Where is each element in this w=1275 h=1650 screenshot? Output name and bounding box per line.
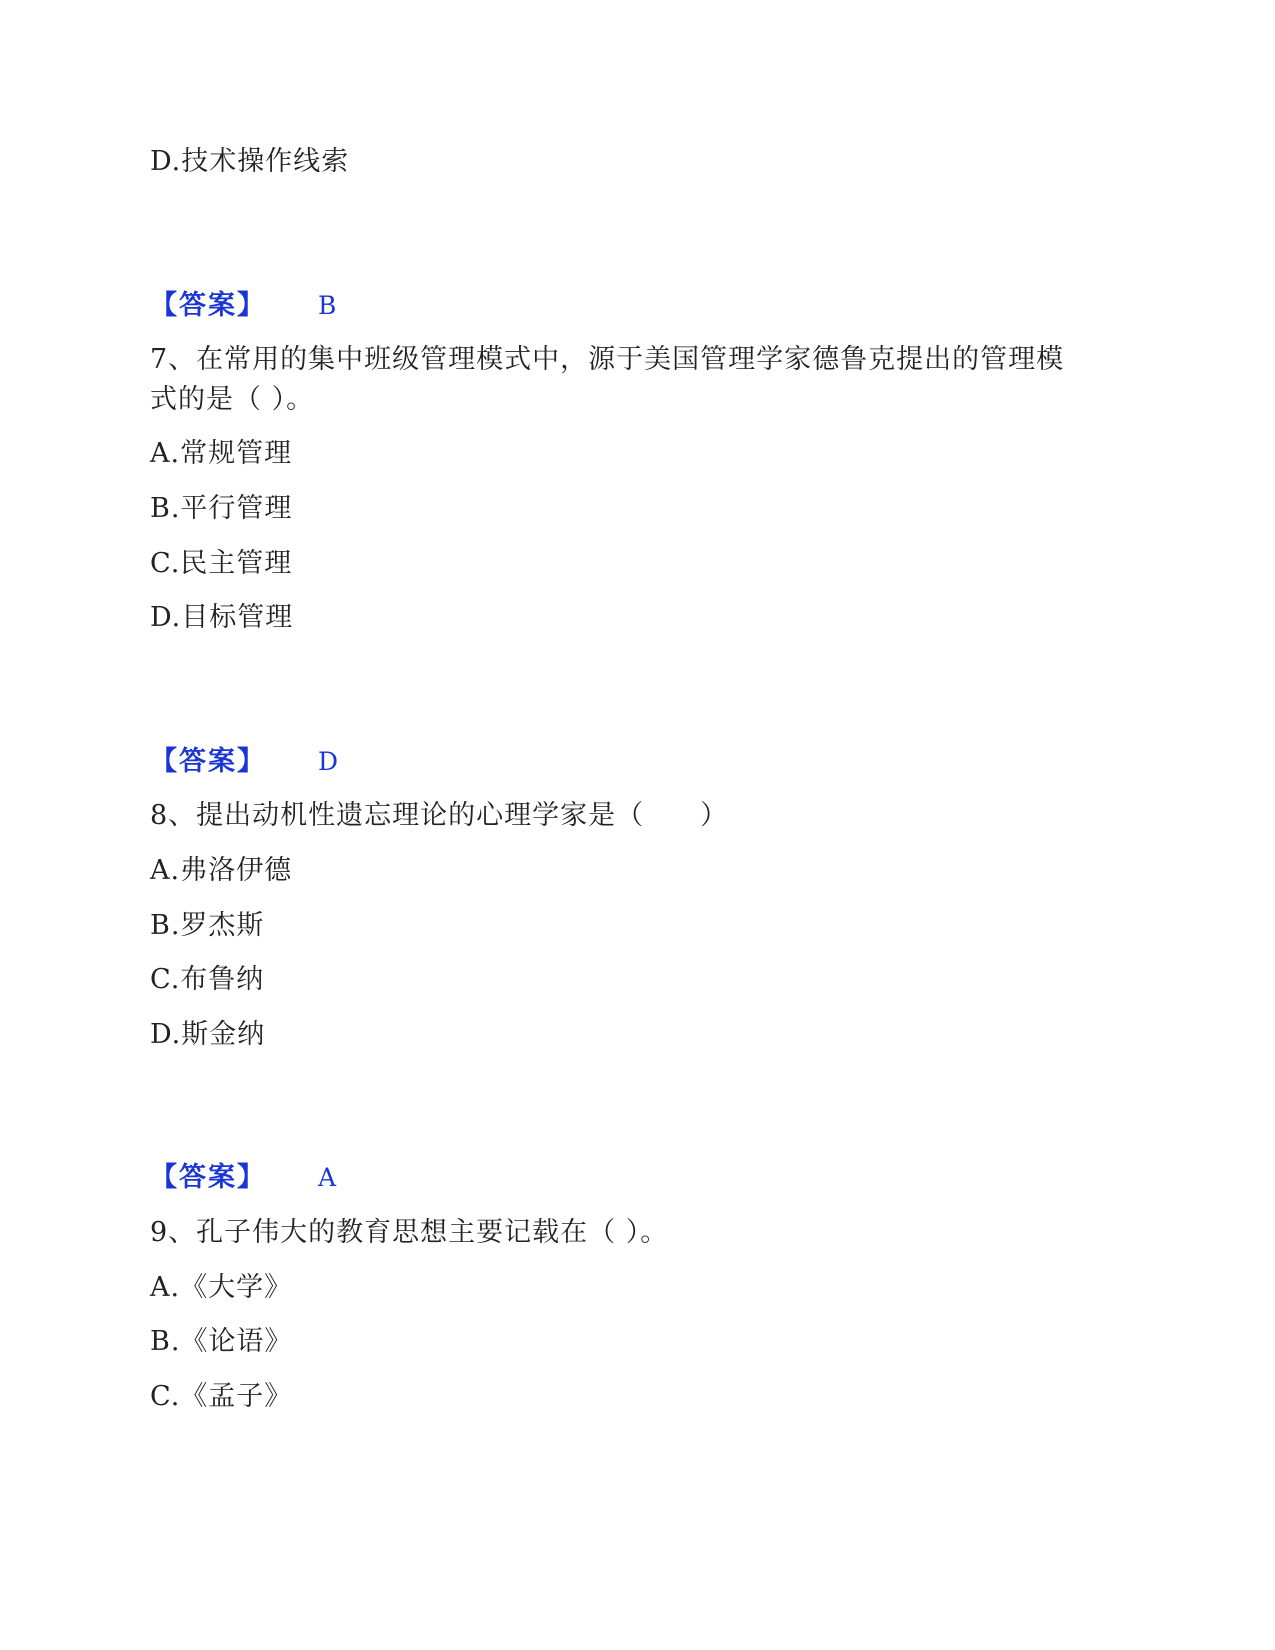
q9-option-c: C.《孟子》 [150,1381,293,1412]
q7-option-c: C.民主管理 [150,548,293,579]
q6-answer [150,286,336,326]
answer-label: 【答案】 [150,746,266,777]
q7-option-d: D.目标管理 [150,602,294,633]
q7-option-b: B.平行管理 [150,493,293,524]
answer-label: 【答案】 [150,290,266,321]
answer-value: B [318,291,337,320]
q8-option-c: C.布鲁纳 [150,964,265,995]
q8-option-d: D.斯金纳 [150,1019,266,1050]
q8-stem: 8、提出动机性遗忘理论的心理学家是（ ） [150,800,729,831]
answer-label: 【答案】 [150,1162,266,1193]
q9-option-a: A.《大学》 [150,1272,293,1303]
q8-answer [150,1158,336,1198]
q6-option-d: D.技术操作线索 [150,146,350,177]
q8-option-a: A.弗洛伊德 [150,855,293,886]
q7-stem-line2: 式的是（ ）。 [150,384,315,415]
answer-value: D [318,747,339,776]
q9-stem: 9、孔子伟大的教育思想主要记载在（ ）。 [150,1217,669,1248]
answer-value: A [318,1163,337,1192]
q7-option-a: A.常规管理 [150,438,293,469]
q9-option-b: B.《论语》 [150,1326,293,1357]
q7-answer [150,742,338,782]
q8-option-b: B.罗杰斯 [150,910,265,941]
q7-stem-line1: 7、在常用的集中班级管理模式中，源于美国管理学家德鲁克提出的管理模 [150,344,1065,375]
